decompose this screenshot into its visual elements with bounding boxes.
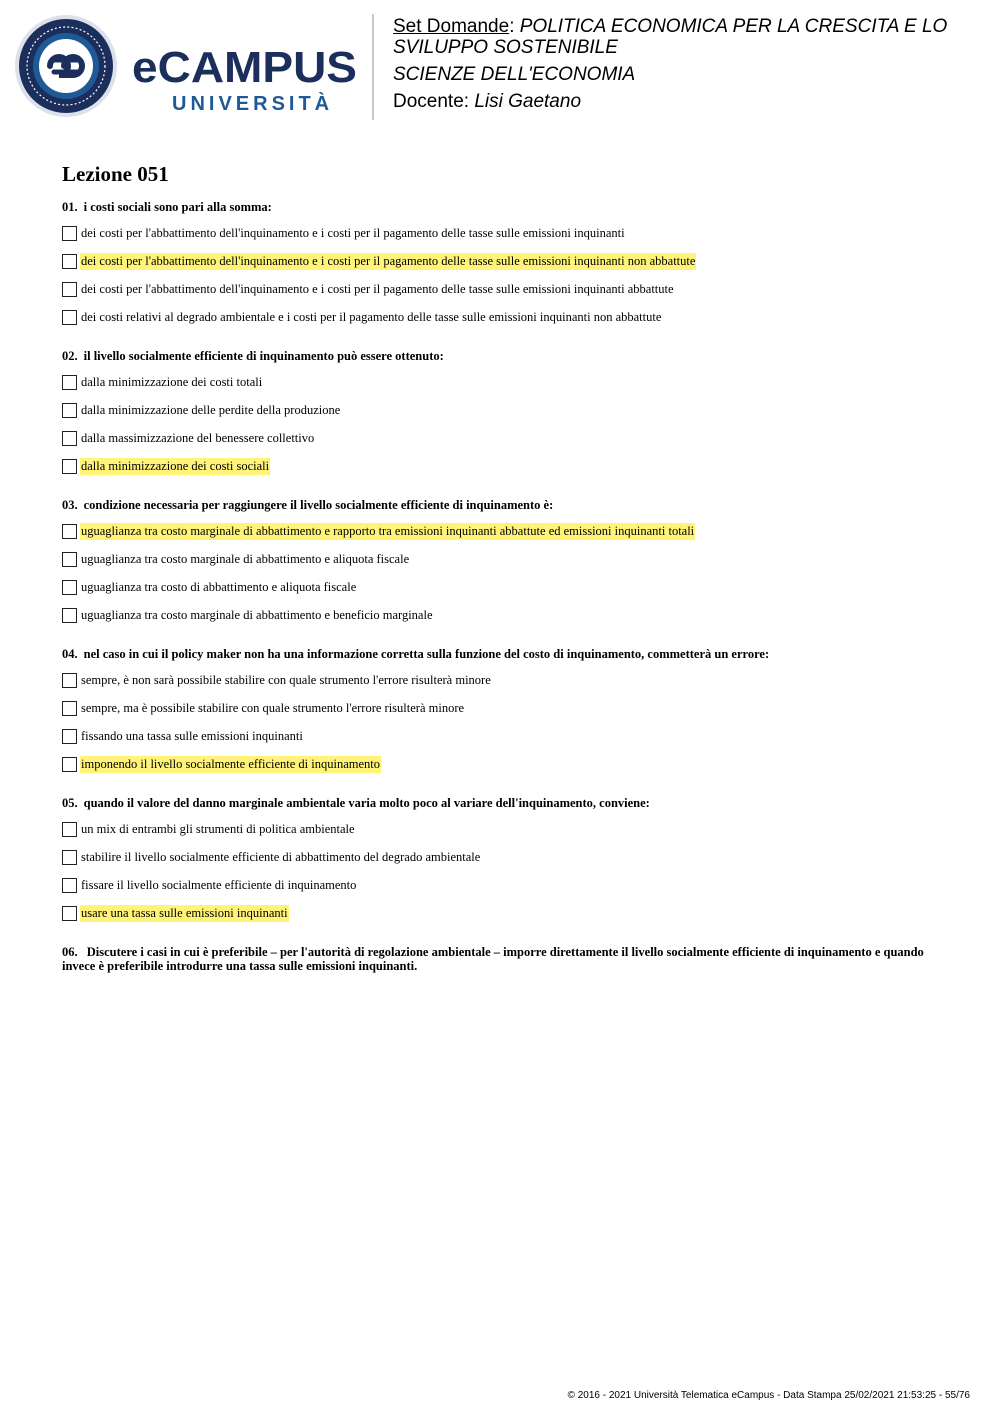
answer-checkbox[interactable] (62, 310, 77, 325)
docente-line (393, 91, 983, 112)
answer-text: dalla massimizzazione del benessere collettivo (81, 430, 315, 445)
answer-text: fissare il livello socialmente efficiente di inquinamento (81, 877, 357, 892)
answer-checkbox[interactable] (62, 822, 77, 837)
course-title-2: SVILUPPO SOSTENIBILE (393, 37, 618, 58)
answer-option[interactable] (62, 605, 942, 625)
answer-checkbox[interactable] (62, 673, 77, 688)
question-text: il livello socialmente efficiente di inquinamento può essere ottenuto: (83, 349, 444, 363)
question-text: i costi sociali sono pari alla somma: (83, 200, 272, 214)
header-divider (372, 14, 374, 120)
answer-option[interactable] (62, 549, 942, 569)
answer-checkbox[interactable] (62, 906, 77, 921)
question-block (62, 498, 942, 625)
question-number: 05. (62, 796, 78, 810)
ecampus-seal-icon (14, 14, 118, 118)
question-text-line (62, 349, 942, 363)
answer-option[interactable] (62, 670, 942, 690)
course-info (393, 16, 983, 112)
answer-option[interactable] (62, 698, 942, 718)
answer-text: uguaglianza tra costo di abbattimento e aliquota fiscale (81, 579, 357, 594)
answer-checkbox[interactable] (62, 878, 77, 893)
answer-checkbox[interactable] (62, 850, 77, 865)
page-footer: © 2016 - 2021 Università Telematica eCampus - Data Stampa 25/02/2021 21:53:25 - 55/76 (567, 1390, 970, 1401)
question-block (62, 796, 942, 923)
question-text: Discutere i casi in cui è preferibile – per l'autorità di regolazione ambientale – imporre direttamente il livello socialmente efficiente di inquinamento e quando invece è preferibile introdurre una tassa sulle emissioni inquinanti. (62, 945, 924, 973)
ecampus-wordmark (132, 42, 359, 118)
answer-checkbox[interactable] (62, 757, 77, 772)
question-text: quando il valore del danno marginale ambientale varia molto poco al variare dell'inquinamento, conviene: (83, 796, 650, 810)
question-block (62, 647, 942, 774)
set-domande-label: Set Domande (393, 16, 510, 37)
answer-checkbox[interactable] (62, 729, 77, 744)
answer-option[interactable] (62, 400, 942, 420)
questions-content (62, 162, 942, 973)
answer-option[interactable] (62, 456, 942, 476)
answer-option[interactable] (62, 251, 942, 271)
faculty-name: SCIENZE DELL'ECONOMIA (393, 64, 636, 85)
docente-label: Docente: (393, 91, 470, 112)
answer-checkbox[interactable] (62, 608, 77, 623)
answer-option[interactable] (62, 819, 942, 839)
open-question (62, 945, 942, 973)
question-text-line (62, 498, 942, 512)
question-text-line (62, 647, 942, 661)
answer-checkbox[interactable] (62, 375, 77, 390)
answer-option[interactable] (62, 847, 942, 867)
answer-option[interactable] (62, 428, 942, 448)
svg-text:eCAMPUS: eCAMPUS (132, 43, 357, 92)
question-block (62, 349, 942, 476)
answer-option[interactable] (62, 223, 942, 243)
question-number: 02. (62, 349, 78, 363)
answer-option[interactable] (62, 577, 942, 597)
question-text-line (62, 796, 942, 810)
answer-text: stabilire il livello socialmente efficiente di abbattimento del degrado ambientale (81, 849, 481, 864)
answer-text: dei costi per l'abbattimento dell'inquinamento e i costi per il pagamento delle tasse sulle emissioni inquinanti abbattute (81, 281, 674, 296)
question-text: condizione necessaria per raggiungere il livello socialmente efficiente di inquinamento è: (83, 498, 554, 512)
docente-name: Lisi Gaetano (474, 91, 582, 112)
answer-checkbox[interactable] (62, 431, 77, 446)
answer-checkbox[interactable] (62, 552, 77, 567)
correct-answer-text: usare una tassa sulle emissioni inquinanti (81, 905, 288, 920)
answer-text: dei costi relativi al degrado ambientale e i costi per il pagamento delle tasse sulle emissioni inquinanti non abbattute (81, 309, 662, 324)
answer-text: un mix di entrambi gli strumenti di politica ambientale (81, 821, 355, 836)
answer-checkbox[interactable] (62, 226, 77, 241)
answer-checkbox[interactable] (62, 459, 77, 474)
question-number: 06. (62, 945, 78, 959)
course-title-line (393, 16, 983, 37)
answer-option[interactable] (62, 521, 942, 541)
answer-option[interactable] (62, 903, 942, 923)
answer-checkbox[interactable] (62, 701, 77, 716)
answer-text: uguaglianza tra costo marginale di abbattimento e beneficio marginale (81, 607, 433, 622)
course-title-1: POLITICA ECONOMICA PER LA CRESCITA E LO (519, 16, 948, 37)
question-number: 04. (62, 647, 78, 661)
answer-option[interactable] (62, 754, 942, 774)
answer-checkbox[interactable] (62, 403, 77, 418)
answer-text: dalla minimizzazione dei costi totali (81, 374, 263, 389)
question-text: nel caso in cui il policy maker non ha una informazione corretta sulla funzione del costo di inquinamento, commetterà un errore: (83, 647, 770, 661)
answer-option[interactable] (62, 726, 942, 746)
answer-text: sempre, ma è possibile stabilire con quale strumento l'errore risulterà minore (81, 700, 465, 715)
answer-checkbox[interactable] (62, 524, 77, 539)
question-block (62, 200, 942, 327)
question-number: 03. (62, 498, 78, 512)
answer-option[interactable] (62, 875, 942, 895)
correct-answer-text: dei costi per l'abbattimento dell'inquinamento e i costi per il pagamento delle tasse sulle emissioni inquinanti non abbattute (81, 253, 696, 268)
svg-text:UNIVERSITÀ: UNIVERSITÀ (172, 93, 334, 115)
page-header (0, 0, 1000, 130)
answer-option[interactable] (62, 279, 942, 299)
question-list (62, 200, 942, 923)
answer-checkbox[interactable] (62, 282, 77, 297)
question-text-line (62, 200, 942, 214)
answer-checkbox[interactable] (62, 254, 77, 269)
correct-answer-text: imponendo il livello socialmente efficiente di inquinamento (81, 756, 380, 771)
lesson-title: Lezione 051 (62, 162, 169, 186)
answer-text: dalla minimizzazione delle perdite della produzione (81, 402, 341, 417)
correct-answer-text: uguaglianza tra costo marginale di abbattimento e rapporto tra emissioni inquinanti abbattute ed emissioni inquinanti totali (81, 523, 695, 538)
answer-text: uguaglianza tra costo marginale di abbattimento e aliquota fiscale (81, 551, 410, 566)
question-number: 01. (62, 200, 78, 214)
ecampus-logo (14, 14, 359, 118)
answer-text: fissando una tassa sulle emissioni inquinanti (81, 728, 303, 743)
answer-checkbox[interactable] (62, 580, 77, 595)
answer-option[interactable] (62, 307, 942, 327)
answer-text: sempre, è non sarà possibile stabilire con quale strumento l'errore risulterà minore (81, 672, 491, 687)
set-separator: : (509, 16, 515, 37)
correct-answer-text: dalla minimizzazione dei costi sociali (81, 458, 270, 473)
answer-option[interactable] (62, 372, 942, 392)
answer-text: dei costi per l'abbattimento dell'inquinamento e i costi per il pagamento delle tasse sulle emissioni inquinanti (81, 225, 625, 240)
